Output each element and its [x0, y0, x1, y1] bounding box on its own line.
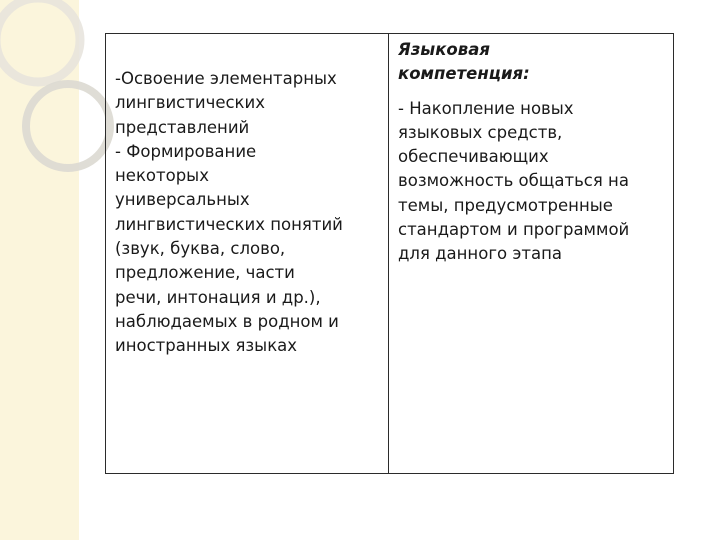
right-column [389, 34, 673, 473]
comparison-table [105, 33, 674, 474]
left-column [106, 34, 389, 473]
lower-ring [26, 84, 110, 168]
decorative-rings [0, 0, 120, 260]
right-cell-text: - Накопление новых языковых средств, обеспечивающих возможность общаться на темы, предусмотренные стандартом и программой для данного этапа [398, 98, 630, 264]
column-heading: Языковая компетенция: [398, 40, 530, 84]
upper-ring [0, 0, 80, 82]
left-cell-text: -Освоение элементарных лингвистических представлений - Формирование некоторых универсальных лингвистических понятий (звук, буква, слово, предложение, части речи, интонация и др.), наблюдаемых в родном и иностранных языках [115, 69, 343, 356]
